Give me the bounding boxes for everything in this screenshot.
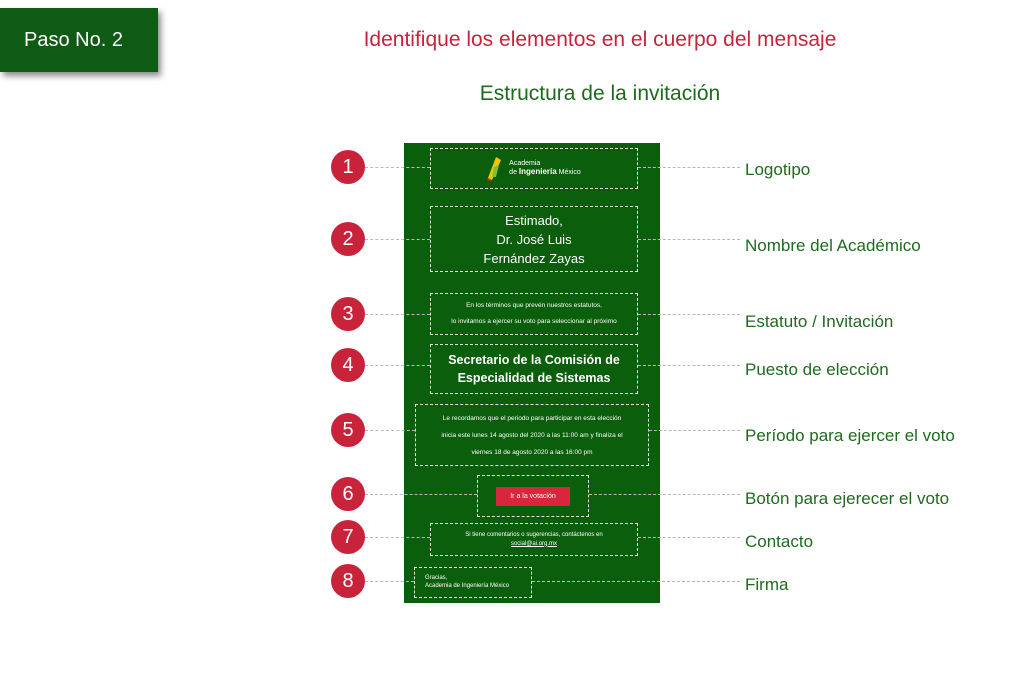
vote-button-box — [477, 475, 589, 517]
contact-email-link[interactable]: social@ai.org.mx — [510, 540, 558, 547]
leader-line-4 — [365, 365, 430, 366]
label-estatuto: Estatuto / Invitación — [745, 312, 894, 331]
email-preview — [404, 143, 660, 603]
marker-number-7: 7 — [331, 520, 365, 554]
marker-number-1: 1 — [331, 150, 365, 184]
recipient-name-line1: Dr. José Luis — [496, 231, 572, 247]
period-line1: Le recordamos que el periodo para participar en esta elección — [442, 414, 622, 422]
leader-line-5 — [365, 430, 415, 431]
statute-box — [430, 293, 638, 335]
leader-line-1b — [638, 167, 740, 168]
leader-line-2 — [365, 239, 430, 240]
academy-logo-icon — [487, 157, 503, 181]
greeting-line: Estimado, — [505, 212, 563, 228]
logo-text — [509, 160, 581, 177]
contact-box — [430, 523, 638, 556]
contact-text: Si tiene comentarios o sugerencias, contáctenos en — [465, 531, 603, 538]
label-firma: Firma — [745, 575, 789, 594]
leader-line-3b — [638, 314, 740, 315]
leader-line-6b — [589, 494, 740, 495]
signature-line2: Academia de Ingeniería México — [425, 583, 510, 589]
leader-line-8b — [532, 581, 740, 582]
logo-box — [430, 148, 638, 189]
marker-number-6: 6 — [331, 477, 365, 511]
leader-line-1 — [365, 167, 430, 168]
marker-number-2: 2 — [331, 222, 365, 256]
page-subheading: Estructura de la invitación — [479, 82, 721, 105]
step-badge: Paso No. 2 — [0, 8, 158, 72]
logo-line1: Academia — [509, 160, 541, 167]
position-line2: Especialidad de Sistemas — [457, 371, 611, 385]
period-line2: inicia este lunes 14 agosto del 2020 a las 11:00 am y finaliza el — [441, 431, 623, 439]
marker-number-3: 3 — [331, 297, 365, 331]
academy-logo — [487, 157, 581, 181]
leader-line-8 — [365, 581, 414, 582]
leader-line-7b — [638, 537, 740, 538]
logo-prefix: de — [509, 169, 519, 176]
label-nombre: Nombre del Académico — [745, 236, 921, 255]
leader-line-3 — [365, 314, 430, 315]
position-box — [430, 344, 638, 394]
statute-line1: En los términos que prevén nuestros estatutos, — [466, 302, 602, 309]
period-line3: viernes 18 de agosto 2020 a las 16:00 pm — [471, 448, 593, 456]
leader-line-4b — [638, 365, 740, 366]
label-logotipo: Logotipo — [745, 160, 811, 179]
leader-line-6 — [365, 494, 477, 495]
page-heading: Identifique los elementos en el cuerpo del mensaje — [363, 28, 837, 51]
logo-suffix: México — [556, 169, 581, 176]
label-contacto: Contacto — [745, 532, 814, 551]
period-box — [415, 404, 649, 466]
label-puesto: Puesto de elección — [745, 360, 889, 379]
logo-bold: Ingeniería — [518, 167, 557, 176]
position-line1: Secretario de la Comisión de — [448, 353, 620, 367]
marker-number-4: 4 — [331, 348, 365, 382]
greeting-box — [430, 206, 638, 272]
vote-button[interactable]: Ir a la votación — [496, 487, 570, 506]
leader-line-5b — [649, 430, 740, 431]
signature-line1: Gracias, — [425, 575, 448, 581]
recipient-name-line2: Fernández Zayas — [483, 250, 585, 266]
label-boton: Botón para ejerecer el voto — [745, 489, 950, 508]
signature-box — [414, 567, 532, 598]
label-periodo: Período para ejercer el voto — [745, 426, 955, 445]
statute-line2: lo invitamos a ejercer su voto para seleccionar al próximo — [451, 318, 617, 325]
marker-number-5: 5 — [331, 413, 365, 447]
marker-number-8: 8 — [331, 564, 365, 598]
leader-line-2b — [638, 239, 740, 240]
leader-line-7 — [365, 537, 430, 538]
